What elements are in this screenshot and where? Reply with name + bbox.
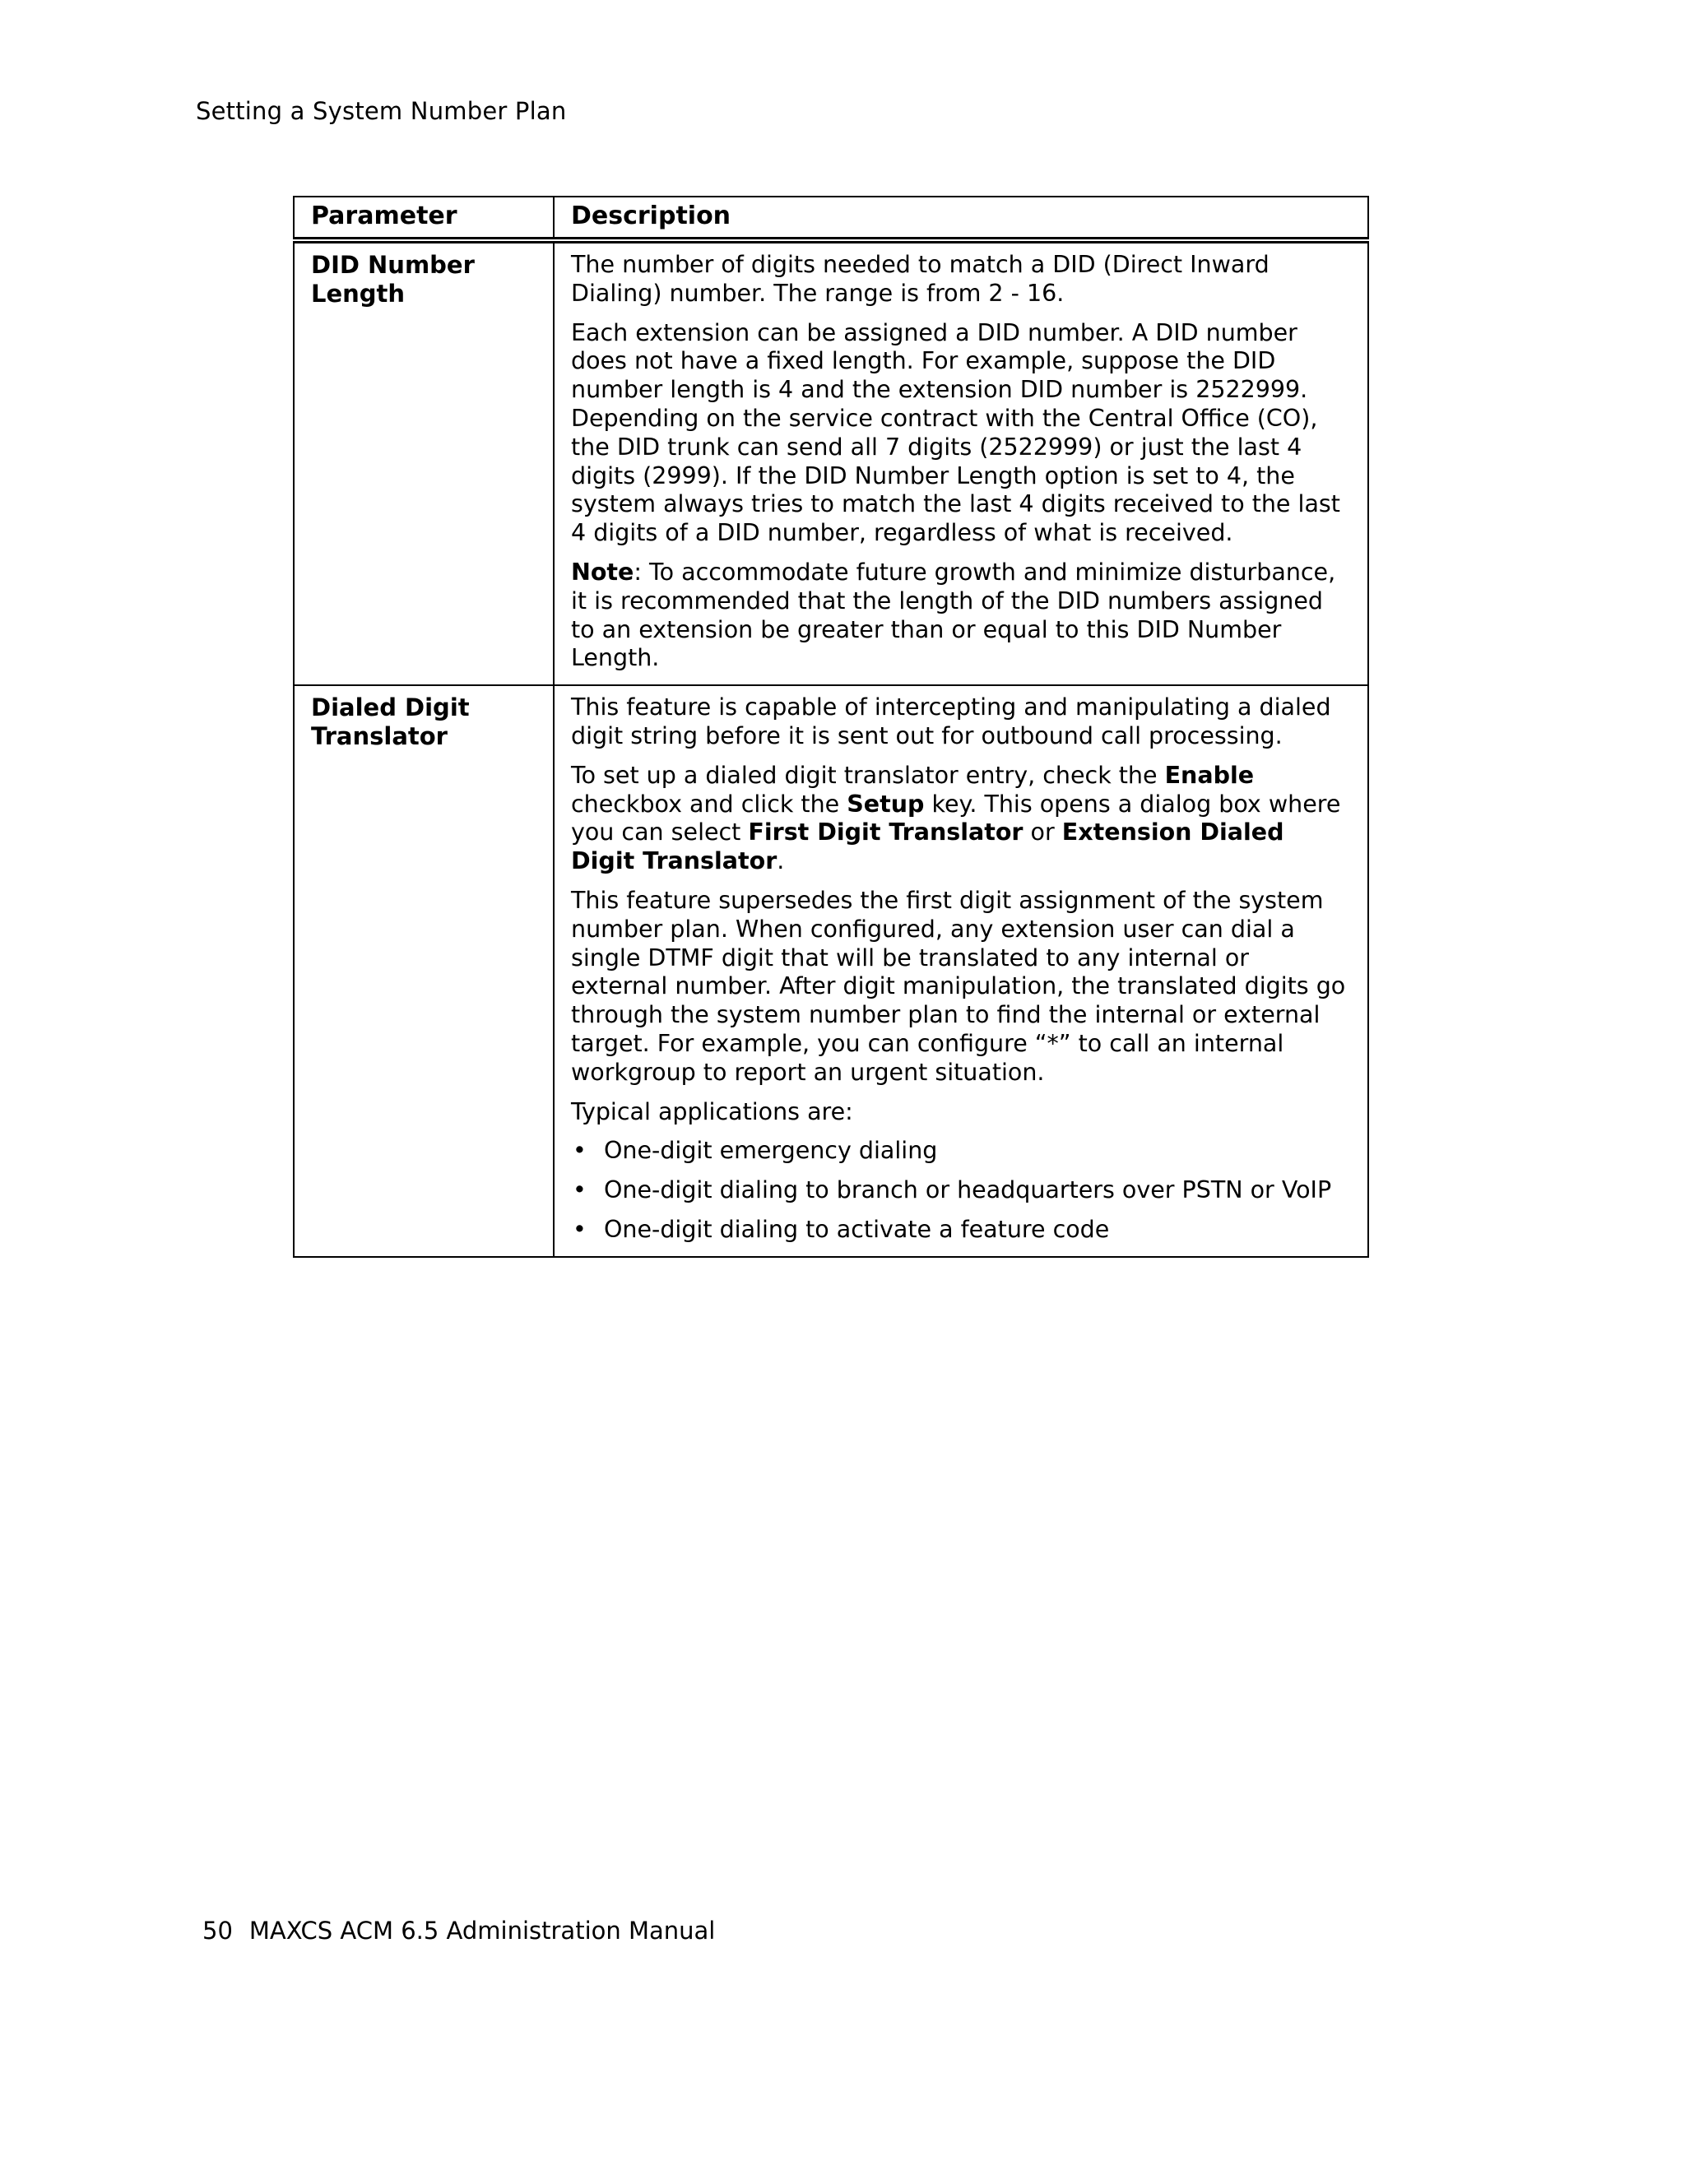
text-run: or [1023,818,1062,846]
parameter-name-line: Translator [311,722,448,751]
note-label: Note [571,558,634,586]
note-paragraph [571,559,1351,673]
text-run: key. This opens a dialog box where you can select [571,790,1341,846]
page-number: 50 [202,1917,233,1945]
bullet-icon: • [573,1215,587,1243]
bullet-icon: • [573,1137,587,1165]
parameter-cell [294,240,554,685]
list-item-text: One-digit dialing to activate a feature code [604,1215,1110,1243]
page-footer [202,1917,715,1945]
description-cell [554,685,1368,1257]
bold-term-extension-dialed-digit-translator: Extension Dialed Digit Translator [571,818,1284,875]
parameter-name-line: Dialed Digit [311,693,470,722]
description-paragraph [571,762,1351,876]
description-paragraph: Typical applications are: [571,1097,853,1125]
text-run: checkbox and click the [571,790,847,818]
table-row [294,685,1368,1257]
parameter-name-line: DID Number [311,251,475,279]
note-text: : To accommodate future growth and minimize disturbance, it is recommended that the length of the DID numbers assigned to an extension be greater than or equal to this DID Number Length. [571,558,1336,672]
list-item-text: One-digit emergency dialing [604,1137,938,1165]
list-item [571,1176,1351,1205]
table-row [294,240,1368,685]
column-header-description: Description [554,197,1368,240]
list-item [571,1216,1351,1245]
applications-list [571,1137,1351,1244]
description-paragraph: This feature is capable of intercepting and manipulating a dialed digit string before it is sent out for outbound call processing. [571,693,1331,749]
column-header-parameter: Parameter [294,197,554,240]
parameter-name [311,251,536,308]
parameter-table [293,196,1369,1258]
table-header-row [294,197,1368,240]
bold-term-enable: Enable [1164,761,1255,789]
description-cell [554,240,1368,685]
text-run: . [777,847,785,875]
parameter-name-line: Length [311,280,406,308]
parameter-cell [294,685,554,1257]
text-run: To set up a dialed digit translator entry, check the [571,761,1165,789]
description-paragraph: The number of digits needed to match a DID (Direct Inward Dialing) number. The range is from 2 - 16. [571,251,1270,307]
list-item [571,1137,1351,1166]
list-item-text: One-digit dialing to branch or headquarters over PSTN or VoIP [604,1176,1332,1204]
description-paragraph: Each extension can be assigned a DID number. A DID number does not have a fixed length. For example, suppose the DID number length is 4 and the extension DID number is 2522999. Depending on the service contract with the Central Office (CO), the DID trunk can send all 7 digits (2522999) or just the last 4 digits (2999). If the DID Number Length option is set to 4, the system always tries to match the last 4 digits received to the last 4 digits of a DID number, regardless of what is received. [571,318,1340,547]
bullet-icon: • [573,1176,587,1204]
manual-title: MAXCS ACM 6.5 Administration Manual [248,1917,716,1945]
running-header: Setting a System Number Plan [196,97,567,125]
bold-term-setup: Setup [847,790,925,818]
bold-term-first-digit-translator: First Digit Translator [748,818,1024,846]
parameter-name [311,693,536,751]
description-paragraph: This feature supersedes the first digit assignment of the system number plan. When configured, any extension user can dial a single DTMF digit that will be translated to any internal or external number. After digit manipulation, the translated digits go through the system number plan to find the internal or external target. For example, you can configure “*” to call an internal workgroup to report an urgent situation. [571,886,1346,1086]
